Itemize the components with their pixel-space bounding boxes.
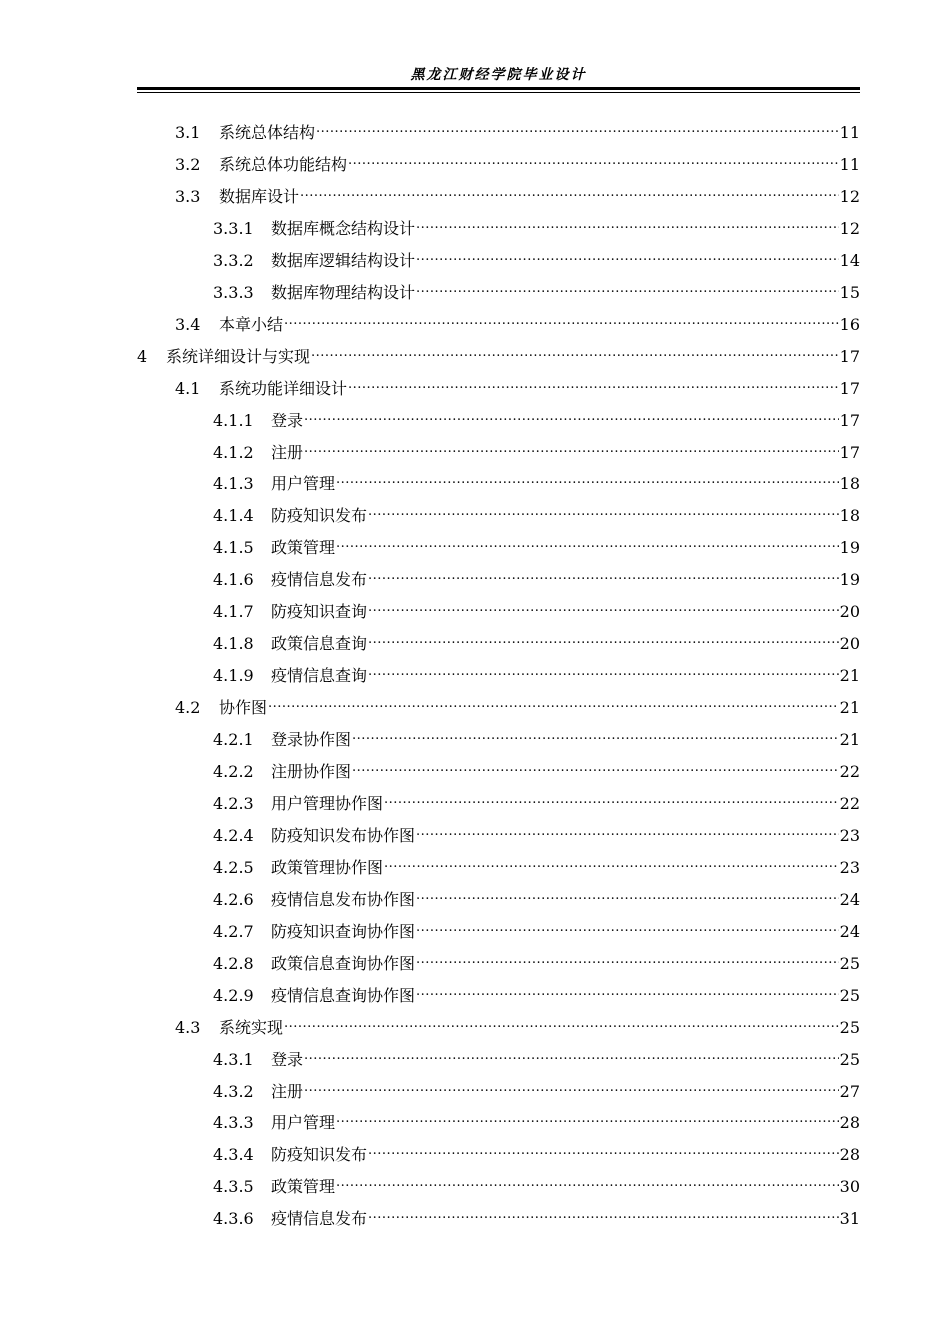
toc-entry[interactable] [213,787,860,813]
toc-dot-leader [368,1202,839,1224]
toc-dot-leader [336,1170,839,1192]
toc-entry-page: 20 [839,634,860,654]
toc-dot-leader [416,915,839,937]
toc-entry[interactable] [175,372,860,398]
toc-dot-leader [268,691,839,713]
toc-dot-leader [336,531,839,553]
toc-dot-leader [352,755,839,777]
toc-entry[interactable] [213,563,860,590]
toc-entry[interactable] [213,947,860,973]
toc-dot-leader [352,723,839,745]
toc-entry-title: 系统详细设计与实现 [166,346,311,366]
toc-dot-leader [416,212,839,234]
toc-entry-page: 17 [839,378,860,398]
toc-dot-leader [384,851,839,873]
toc-entry[interactable] [213,851,860,877]
toc-entry[interactable] [213,755,860,781]
toc-entry-page: 12 [839,218,860,238]
toc-entry-title: 政策信息查询协作图 [271,953,416,973]
toc-dot-leader [348,148,839,170]
toc-entry-title: 系统总体结构 [219,123,316,142]
toc-dot-leader [284,1011,839,1033]
toc-entry-page: 17 [839,346,860,366]
toc-entry[interactable] [213,723,860,750]
toc-entry[interactable] [213,1170,860,1197]
toc-dot-leader [368,659,839,681]
toc-entry-title: 注册 [271,442,304,462]
toc-entry-title: 政策管理 [271,1177,336,1197]
toc-entry-page: 21 [839,698,860,718]
toc-entry-title: 登录协作图 [271,730,352,750]
toc-entry-title: 本章小结 [219,314,284,334]
toc-entry-title: 政策管理 [271,538,336,558]
toc-entry-number: 4.2.3 [213,793,254,813]
toc-dot-leader [368,595,839,617]
toc-entry-number: 4.2.2 [213,762,254,781]
toc-dot-leader [300,180,839,202]
toc-entry-number: 3.2 [175,154,201,174]
toc-entry-title: 疫情信息发布协作图 [271,889,416,909]
toc-entry-number: 4.2.7 [213,921,254,941]
toc-entry-number: 3.4 [175,314,201,334]
toc-entry[interactable] [213,404,860,430]
toc-entry-page: 12 [839,186,860,206]
toc-entry-title: 防疫知识发布协作图 [271,825,416,845]
toc-entry-page: 30 [839,1177,860,1197]
toc-entry-number: 4.3.6 [213,1209,254,1229]
toc-entry-number: 4.2 [175,698,201,718]
toc-entry-page: 18 [839,506,860,526]
toc-dot-leader [304,1043,839,1065]
toc-entry-number: 4.3 [175,1017,201,1037]
toc-entry-number: 3.3.3 [213,282,254,302]
toc-entry[interactable] [213,915,860,941]
toc-entry-page: 18 [839,474,860,494]
toc-entry[interactable] [213,212,860,238]
toc-entry-title: 登录 [271,410,304,430]
toc-entry[interactable] [213,499,860,526]
toc-entry-title: 防疫知识发布 [271,1145,368,1165]
header-rule-thin [137,92,860,93]
toc-dot-leader [304,436,839,458]
toc-entry-number: 4.1.5 [213,538,254,558]
toc-entry-page: 25 [839,953,860,973]
toc-dot-leader [368,499,839,521]
toc-entry-title: 用户管理 [271,474,336,494]
toc-dot-leader [416,819,839,841]
toc-entry-title: 防疫知识查询协作图 [271,921,416,941]
toc-entry-title: 疫情信息查询协作图 [271,985,416,1005]
toc-entry-title: 登录 [271,1049,304,1069]
toc-dot-leader [311,340,839,362]
toc-entry-number: 3.3.1 [213,218,254,238]
page-header [137,64,860,90]
header-rule-thick [137,87,860,90]
toc-entry[interactable] [213,627,860,654]
toc-entry-number: 4.2.4 [213,825,254,845]
toc-entry-title: 注册 [271,1081,304,1101]
toc-entry-page: 22 [839,793,860,813]
toc-entry[interactable] [213,1075,860,1101]
toc-entry-title: 注册协作图 [271,762,352,781]
toc-dot-leader [304,1075,839,1097]
toc-entry[interactable] [137,340,860,366]
toc-dot-leader [416,883,839,905]
toc-entry-page: 25 [839,985,860,1005]
toc-entry-page: 24 [839,921,860,941]
toc-entry[interactable] [175,691,860,718]
toc-dot-leader [384,787,839,809]
toc-entry-title: 系统总体功能结构 [219,154,348,174]
toc-entry-page: 31 [839,1209,860,1229]
toc-entry-page: 25 [839,1017,860,1037]
toc-dot-leader [368,627,839,649]
toc-entry-title: 数据库概念结构设计 [271,218,416,238]
toc-dot-leader [416,947,839,969]
toc-entry-page: 17 [839,410,860,430]
toc-entry[interactable] [213,1202,860,1229]
toc-entry[interactable] [213,244,860,270]
toc-entry[interactable] [213,1106,860,1133]
toc-entry-page: 19 [839,570,860,590]
toc-entry-number: 4.3.1 [213,1049,254,1069]
toc-entry[interactable] [213,595,860,622]
toc-entry-title: 政策管理协作图 [271,857,384,877]
toc-entry-page: 27 [839,1081,860,1101]
toc-entry-title: 系统实现 [219,1017,284,1037]
toc-entry-page: 25 [839,1049,860,1069]
toc-entry-page: 19 [839,538,860,558]
toc-entry[interactable] [213,659,860,686]
toc-entry-number: 4.3.5 [213,1177,254,1197]
toc-entry-title: 数据库设计 [219,186,300,206]
toc-entry-title: 协作图 [219,698,268,718]
toc-entry[interactable] [175,116,860,142]
toc-entry[interactable] [175,308,860,334]
toc-entry-number: 4.1.1 [213,410,254,430]
toc-entry-number: 4.2.5 [213,857,254,877]
toc-entry-number: 3.1 [175,123,201,142]
toc-dot-leader [304,404,839,426]
toc-entry-number: 4.1 [175,378,201,398]
toc-entry-title: 疫情信息查询 [271,666,368,686]
toc-entry[interactable] [213,1043,860,1069]
toc-entry-number: 4.3.4 [213,1145,254,1165]
toc-dot-leader [336,1106,839,1128]
toc-entry[interactable] [213,531,860,558]
toc-entry-page: 28 [839,1113,860,1133]
toc-entry[interactable] [175,148,860,174]
toc-entry-number: 4.2.8 [213,953,254,973]
toc-entry-page: 23 [839,825,860,845]
toc-entry-number: 3.3.2 [213,250,254,270]
toc-entry-number: 4.2.1 [213,730,254,750]
toc-entry-page: 28 [839,1145,860,1165]
toc-entry-title: 疫情信息发布 [271,570,368,590]
header-title: 黑龙江财经学院毕业设计 [410,67,587,83]
toc-dot-leader [284,308,839,330]
toc-dot-leader [368,563,839,585]
toc-entry-title: 疫情信息发布 [271,1209,368,1229]
toc-entry-number: 4.2.6 [213,889,254,909]
toc-entry[interactable] [175,1011,860,1037]
toc-entry-title: 用户管理 [271,1113,336,1133]
toc-entry-number: 4.1.4 [213,506,254,526]
toc-entry[interactable] [213,467,860,494]
toc-entry-page: 21 [839,666,860,686]
toc-dot-leader [416,244,839,266]
toc-entry-title: 防疫知识发布 [271,506,368,526]
toc-entry[interactable] [213,1138,860,1165]
toc-dot-leader [368,1138,839,1160]
toc-entry-page: 11 [839,123,860,142]
toc-entry-page: 17 [839,442,860,462]
toc-dot-leader [416,276,839,298]
toc-entry[interactable] [175,180,860,206]
toc-entry-page: 16 [839,314,860,334]
toc-entry-number: 4.1.6 [213,570,254,590]
toc-entry-number: 4.1.7 [213,602,254,622]
toc-dot-leader [348,372,839,394]
toc-entry-title: 用户管理协作图 [271,793,384,813]
toc-entry-page: 21 [839,730,860,750]
toc-entry-number: 4.1.9 [213,666,254,686]
toc-entry[interactable] [213,883,860,909]
toc-entry-number: 4.1.3 [213,474,254,494]
toc-entry-number: 4.1.2 [213,442,254,462]
toc-entry-number: 4.1.8 [213,634,254,654]
toc-entry[interactable] [213,276,860,302]
toc-entry[interactable] [213,819,860,845]
toc-entry-number: 4 [137,346,148,366]
toc-entry-page: 23 [839,857,860,877]
toc-entry-title: 政策信息查询 [271,634,368,654]
toc-entry-number: 4.3.3 [213,1113,254,1133]
toc-entry[interactable] [213,979,860,1005]
toc-entry-number: 4.2.9 [213,985,254,1005]
toc-entry-title: 数据库物理结构设计 [271,282,416,302]
toc-entry-page: 22 [839,762,860,781]
toc-dot-leader [416,979,839,1001]
toc-entry-page: 14 [839,250,860,270]
toc-entry-page: 24 [839,889,860,909]
toc-entry-title: 系统功能详细设计 [219,378,348,398]
toc-entry-number: 4.3.2 [213,1081,254,1101]
toc-entry-title: 数据库逻辑结构设计 [271,250,416,270]
toc-entry-page: 20 [839,602,860,622]
toc-entry[interactable] [213,436,860,462]
toc-dot-leader [336,467,839,489]
toc-entry-page: 15 [839,282,860,302]
toc-dot-leader [316,116,839,138]
toc-entry-title: 防疫知识查询 [271,602,368,622]
toc-entry-number: 3.3 [175,186,201,206]
toc-entry-page: 11 [839,154,860,174]
